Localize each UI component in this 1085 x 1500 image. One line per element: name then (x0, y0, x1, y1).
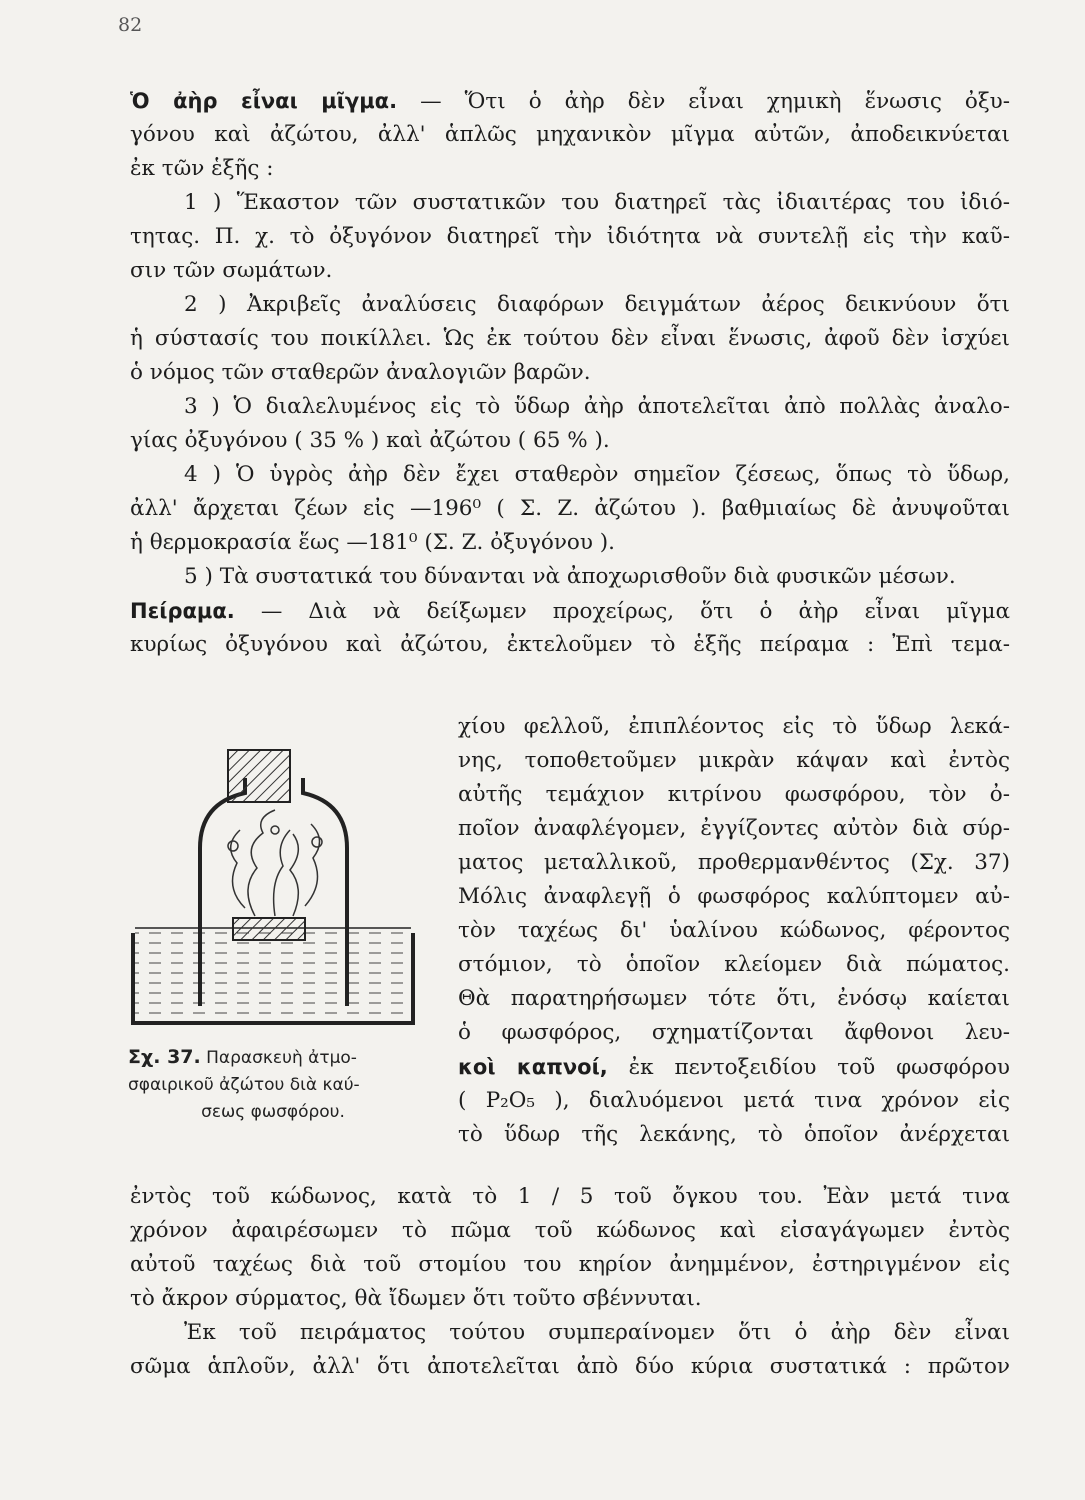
text-line-bold: κοὶ καπνοί, ἐκ πεντοξειδίου τοῦ φωσφόρου (458, 1055, 1010, 1080)
section-heading: Ὁ ἀὴρ εἶναι μῖγμα. (130, 89, 398, 113)
text-line: ἡ θερμοκρασία ἕως —181⁰ (Σ. Ζ. ὀξυγόνου ). (130, 530, 615, 555)
figure-37-illustration (125, 738, 425, 1048)
text-line: σιν τῶν σωμάτων. (130, 258, 333, 283)
text-line: ματος μεταλλικοῦ, προθερμανθέντος (Σχ. 37) (458, 850, 1010, 875)
text-line: ἀλλ' ἄρχεται ζέων εἰς —196⁰ ( Σ. Ζ. ἀζώτου ). βαθμιαίως δὲ ἀνυψοῦται (130, 496, 1010, 521)
text-line: 4 ) Ὁ ὑγρὸς ἀὴρ δὲν ἔχει σταθερὸν σημεῖον ζέσεως, ὅπως τὸ ὕδωρ, (184, 462, 1010, 487)
bell-jar-diagram (125, 738, 425, 1048)
text-line: ( P₂O₅ ), διαλυόμενοι μετά τινα χρόνον εἰς (458, 1088, 1010, 1113)
text-line: χίου φελλοῦ, ἐπιπλέοντος εἰς τὸ ὕδωρ λεκά- (458, 714, 1010, 739)
text-line: τὸν ταχέως δι' ὑαλίνου κώδωνος, φέροντος (458, 918, 1010, 943)
text-line: τητας. Π. χ. τὸ ὀξυγόνον διατηρεῖ τὴν ἰδιότητα νὰ συντελῇ εἰς τὴν καῦ- (130, 224, 1010, 249)
section-line-1: Ὁ ἀὴρ εἶναι μῖγμα. — Ὅτι ὁ ἀὴρ δὲν εἶναι χημικὴ ἕνωσις ὀξυ- (130, 89, 1010, 114)
main-text (130, 84, 1010, 662)
text-line: αὐτῆς τεμάχιον κιτρίνου φωσφόρου, τὸν ὀ- (458, 782, 1010, 807)
text-line: ὁ νόμος τῶν σταθερῶν ἀναλογιῶν βαρῶν. (130, 360, 591, 385)
experiment-line-1: Πείραμα. — Διὰ νὰ δείξωμεν προχείρως, ὅτι ὁ ἀὴρ εἶναι μῖγμα (130, 599, 1010, 624)
caption-line: σφαιρικοῦ ἀζώτου διὰ καύ- (128, 1075, 360, 1095)
text-line: τὸ ὕδωρ τῆς λεκάνης, τὸ ὁποῖον ἀνέρχεται (458, 1122, 1010, 1147)
wrapped-text (458, 710, 1010, 1152)
text-line: αὐτοῦ ταχέως διὰ τοῦ στομίου του κηρίον ἀνημμένον, ἐστηριγμένον εἰς (130, 1252, 1010, 1277)
stopper (228, 750, 290, 802)
text-line: ἡ σύστασίς του ποικίλλει. Ὡς ἐκ τούτου δὲν εἶναι ἕνωσις, ἀφοῦ δὲν ἰσχύει (130, 326, 1010, 351)
cork (233, 918, 305, 940)
text-line: γόνου καὶ ἀζώτου, ἀλλ' ἁπλῶς μηχανικὸν μῖγμα αὐτῶν, ἀποδεικνύεται (130, 122, 1010, 147)
smoke (228, 810, 322, 916)
figure-caption: Σχ. 37. Παρασκευὴ ἀτμο- σφαιρικοῦ ἀζώτου διὰ καύ- σεως φωσφόρου. (128, 1044, 438, 1126)
text-line: ποῖον ἀναφλέγομεν, ἐγγίζοντες αὐτὸν διὰ σύρ- (458, 816, 1010, 841)
figure-number: Σχ. 37. (128, 1046, 201, 1068)
text-line: ὁ φωσφόρος, σχηματίζονται ἄφθονοι λευ- (458, 1020, 1010, 1045)
text-line: Μόλις ἀναφλεγῇ ὁ φωσφόρος καλύπτομεν αὐ- (458, 884, 1010, 909)
water (135, 928, 411, 1021)
text-line: χρόνον ἀφαιρέσωμεν τὸ πῶμα τοῦ κώδωνος καὶ εἰσαγάγωμεν ἐντὸς (130, 1218, 1010, 1243)
text-line: Θὰ παρατηρήσωμεν τότε ὅτι, ἐνόσῳ καίεται (458, 986, 1010, 1011)
text-line: 3 ) Ὁ διαλελυμένος εἰς τὸ ὕδωρ ἀὴρ ἀποτελεῖται ἀπὸ πολλὰς ἀναλο- (184, 394, 1010, 419)
text-line: κυρίως ὀξυγόνου καὶ ἀζώτου, ἐκτελοῦμεν τὸ ἑξῆς πείραμα : Ἐπὶ τεμα- (130, 632, 1010, 657)
experiment-heading: Πείραμα. (130, 599, 235, 623)
text-line: γίας ὀξυγόνου ( 35 % ) καὶ ἀζώτου ( 65 % ). (130, 428, 610, 453)
page-number: 82 (118, 14, 143, 36)
text-line: σῶμα ἁπλοῦν, ἀλλ' ὅτι ἀποτελεῖται ἀπὸ δύο κύρια συστατικά : πρῶτον (130, 1354, 1010, 1379)
text-line: ἐκ τῶν ἑξῆς : (130, 156, 274, 181)
text-line: 2 ) Ἀκριβεῖς ἀναλύσεις διαφόρων δειγμάτων ἀέρος δεικνύουν ὅτι (184, 292, 1010, 317)
text-line: 5 ) Τὰ συστατικά του δύνανται νὰ ἀποχωρισθοῦν διὰ φυσικῶν μέσων. (184, 564, 956, 589)
text-line: Ἐκ τοῦ πειράματος τούτου συμπεραίνομεν ὅτι ὁ ἀὴρ δὲν εἶναι (184, 1320, 1010, 1345)
text-line: 1 ) Ἕκαστον τῶν συστατικῶν του διατηρεῖ τὰς ἰδιαιτέρας του ἰδιό- (184, 190, 1010, 215)
text-line: νης, τοποθετοῦμεν μικρὰν κάψαν καὶ ἐντὸς (458, 748, 1010, 773)
text-line: τὸ ἄκρον σύρματος, θὰ ἴδωμεν ὅτι τοῦτο σβέννυται. (130, 1286, 702, 1311)
after-text (130, 1180, 1010, 1384)
text-line: στόμιον, τὸ ὁποῖον κλείομεν διὰ πώματος. (458, 952, 1010, 977)
caption-line: σεως φωσφόρου. (201, 1102, 345, 1122)
text-line: ἐντὸς τοῦ κώδωνος, κατὰ τὸ 1 / 5 τοῦ ὄγκου του. Ἐὰν μετά τινα (130, 1184, 1010, 1209)
